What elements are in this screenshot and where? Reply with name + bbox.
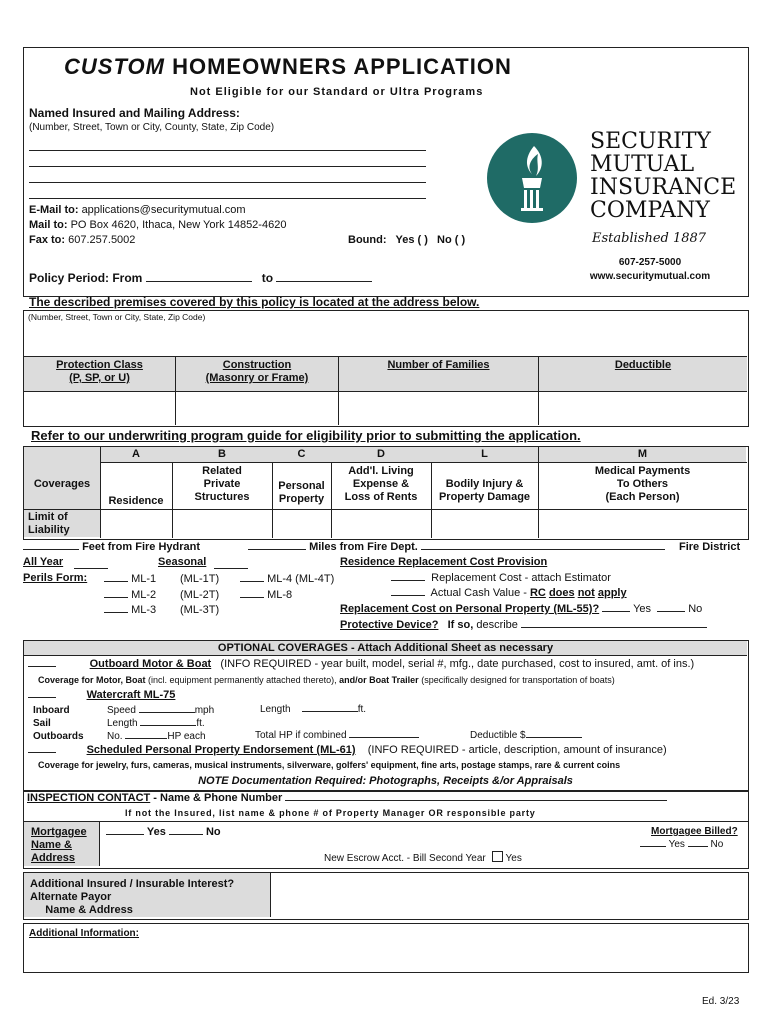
additional-insured-label: Additional Insured / Insurable Interest? Alternate Payor Name & Address: [30, 878, 235, 916]
perils-col-2: (ML-1T) (ML-2T) (ML-3T): [180, 573, 220, 616]
perils-col-1: ML-1 ML-2 ML-3: [104, 572, 156, 619]
escrow-row: New Escrow Acct. - Bill Second Year Yes: [324, 853, 522, 864]
bound-row: Bound: Yes ( ) No ( ): [348, 234, 466, 246]
established: Established 1887: [592, 231, 707, 246]
all-year-field[interactable]: [74, 568, 108, 569]
address-line-1[interactable]: [29, 150, 426, 151]
construction-header: Construction (Masonry or Frame): [205, 359, 309, 384]
col-letter-d: D: [377, 448, 385, 460]
billed-yes-field[interactable]: [640, 846, 666, 847]
length2-row: Length ft.: [260, 704, 367, 715]
spp-row: Scheduled Personal Property Endorsement (ML-61) (INFO REQUIRED - article, description, amount of insurance): [28, 744, 667, 756]
col-letter-l: L: [481, 448, 488, 460]
policy-from-field[interactable]: [146, 281, 252, 282]
optional-header: OPTIONAL COVERAGES - Attach Additional Sheet as necessary: [24, 641, 747, 656]
total-hp-row: Total HP if combined: [255, 730, 419, 741]
col-letter-b: B: [218, 448, 226, 460]
mail-row: Mail to: PO Box 4620, Ithaca, New York 14852-4620: [29, 219, 287, 231]
named-insured-label: Named Insured and Mailing Address:: [29, 106, 240, 120]
premises-hint: (Number, Street, Town or City, State, Zip Code): [28, 312, 206, 322]
seasonal-field[interactable]: [214, 568, 248, 569]
speed-field[interactable]: [139, 712, 195, 713]
address-line-3[interactable]: [29, 182, 426, 183]
company-phone: 607-257-5000: [618, 257, 682, 268]
coverages-heading: Refer to our underwriting program guide for eligibility prior to submitting the application.: [31, 428, 581, 443]
feet-hydrant-field[interactable]: [23, 549, 79, 550]
families-header: Number of Families: [387, 359, 490, 371]
ml3-check[interactable]: [104, 612, 128, 613]
miles-dept-field[interactable]: [248, 549, 306, 550]
deductible-row: Deductible $: [470, 730, 582, 741]
residence-header: Residence: [108, 495, 164, 507]
company-logo-icon: [486, 132, 578, 224]
bound-no[interactable]: No ( ): [437, 234, 466, 246]
perils-col-3: ML-4 (ML-4T) ML-8: [240, 572, 334, 603]
bound-yes[interactable]: Yes ( ): [395, 234, 428, 246]
spp-coverage: Coverage for jewelry, furs, cameras, musical instruments, silverware, golfers' equipment, fine arts, postage stamps, rare & current coins: [38, 760, 621, 770]
edition: Ed. 3/23: [702, 996, 740, 1007]
perils-form-label: Perils Form:: [23, 572, 88, 584]
page-title: CUSTOM HOMEOWNERS APPLICATION: [64, 54, 512, 79]
rcpp-no-field[interactable]: [657, 611, 685, 612]
total-hp-field[interactable]: [349, 737, 419, 738]
watercraft-check[interactable]: [28, 697, 56, 698]
col-letter-a: A: [132, 448, 140, 460]
seasonal-label: Seasonal: [158, 556, 207, 568]
protective-device-field[interactable]: [521, 627, 707, 628]
policy-period: Policy Period: From to: [29, 271, 372, 285]
deductible-header: Deductible: [614, 359, 672, 371]
additional-info-label: Additional Information:: [29, 928, 139, 939]
acv-row: Actual Cash Value - RC does not apply: [391, 587, 627, 599]
inspection-contact-field[interactable]: [285, 800, 667, 801]
address-line-4[interactable]: [29, 198, 426, 199]
deductible-field[interactable]: [526, 737, 582, 738]
watercraft-specs: Speed mph Length ft. No. HP each: [107, 705, 215, 742]
subtitle: Not Eligible for our Standard or Ultra Programs: [190, 86, 484, 98]
fire-district-field[interactable]: [421, 549, 665, 550]
escrow-checkbox[interactable]: [492, 851, 503, 862]
inspection-sub: If not the Insured, list name & phone # of Property Manager OR responsible party: [125, 808, 536, 818]
mortgagee-billed-options: Yes No: [640, 839, 723, 850]
company-name: SECURITY MUTUAL INSURANCE COMPANY: [590, 129, 737, 223]
mortgagee-yes-field[interactable]: [106, 834, 144, 835]
documentation-note: NOTE Documentation Required: Photographs, Receipts &/or Appraisals: [198, 775, 573, 787]
protection-class-header: Protection Class (P, SP, or U): [56, 359, 143, 384]
living-expense-header: Add'l. Living Expense & Loss of Rents: [344, 465, 418, 503]
spp-check[interactable]: [28, 752, 56, 753]
premises-heading: The described premises covered by this policy is located at the address below.: [29, 295, 480, 309]
coverage-motor-row: Coverage for Motor, Boat (incl. equipment permanently attached thereto), and/or Boat Trailer (specifically designed for transportation of boats): [38, 675, 615, 685]
length2-field[interactable]: [302, 711, 358, 712]
company-website[interactable]: www.securitymutual.com: [589, 271, 711, 282]
limit-of-liability-label: Limit of Liability: [28, 511, 70, 536]
ml2-check[interactable]: [104, 597, 128, 598]
address-line-2[interactable]: [29, 166, 426, 167]
rrcp-label: Residence Replacement Cost Provision: [340, 556, 548, 568]
miles-dept-row: Miles from Fire Dept.: [248, 541, 665, 553]
length-field[interactable]: [140, 725, 196, 726]
acv-check[interactable]: [391, 595, 425, 596]
ml8-check[interactable]: [240, 597, 264, 598]
fax-row: Fax to: 607.257.5002: [29, 234, 136, 246]
inspection-row: INSPECTION CONTACT - Name & Phone Number: [27, 792, 667, 804]
all-year-label: All Year: [23, 556, 64, 568]
ml1-check[interactable]: [104, 581, 128, 582]
col-letter-c: C: [297, 448, 306, 460]
outboard-check[interactable]: [28, 666, 56, 667]
medical-payments-header: Medical Payments To Others (Each Person): [594, 465, 691, 503]
protective-device-row: Protective Device? If so, describe: [340, 619, 707, 631]
watercraft-types: Inboard Sail Outboards: [33, 705, 84, 742]
policy-to-field[interactable]: [276, 281, 372, 282]
fire-district-label: Fire District: [679, 541, 741, 553]
personal-property-header: Personal Property: [278, 480, 325, 505]
col-letter-m: M: [637, 448, 648, 460]
billed-no-field[interactable]: [688, 846, 708, 847]
outboard-no-field[interactable]: [125, 738, 167, 739]
feet-hydrant-row: Feet from Fire Hydrant: [23, 541, 200, 553]
mortgagee-no-field[interactable]: [169, 834, 203, 835]
coverages-row-label: Coverages: [33, 478, 91, 490]
mortgagee-billed-label: Mortgagee Billed?: [651, 826, 738, 837]
related-structures-header: Related Private Structures: [194, 465, 250, 503]
rcpp-yes-field[interactable]: [602, 611, 630, 612]
ml4-check[interactable]: [240, 581, 264, 582]
replacement-cost-row: Replacement Cost - attach Estimator: [391, 572, 611, 584]
email-row: E-Mail to: applications@securitymutual.com: [29, 204, 246, 216]
mortgagee-yes-no: Yes No: [106, 826, 221, 838]
outboard-row: Outboard Motor & Boat (INFO REQUIRED - year built, model, serial #, mfg., date purchased, cost to insured, amt. of ins.): [28, 658, 694, 670]
named-insured-hint: (Number, Street, Town or City, County, State, Zip Code): [29, 122, 275, 133]
mortgagee-label: Mortgagee Name & Address: [31, 826, 87, 864]
bodily-injury-header: Bodily Injury & Property Damage: [438, 478, 531, 503]
replacement-cost-check[interactable]: [391, 580, 425, 581]
watercraft-row: Watercraft ML-75: [28, 689, 175, 701]
rcpp-row: Replacement Cost on Personal Property (ML-55)? Yes No: [340, 603, 703, 615]
